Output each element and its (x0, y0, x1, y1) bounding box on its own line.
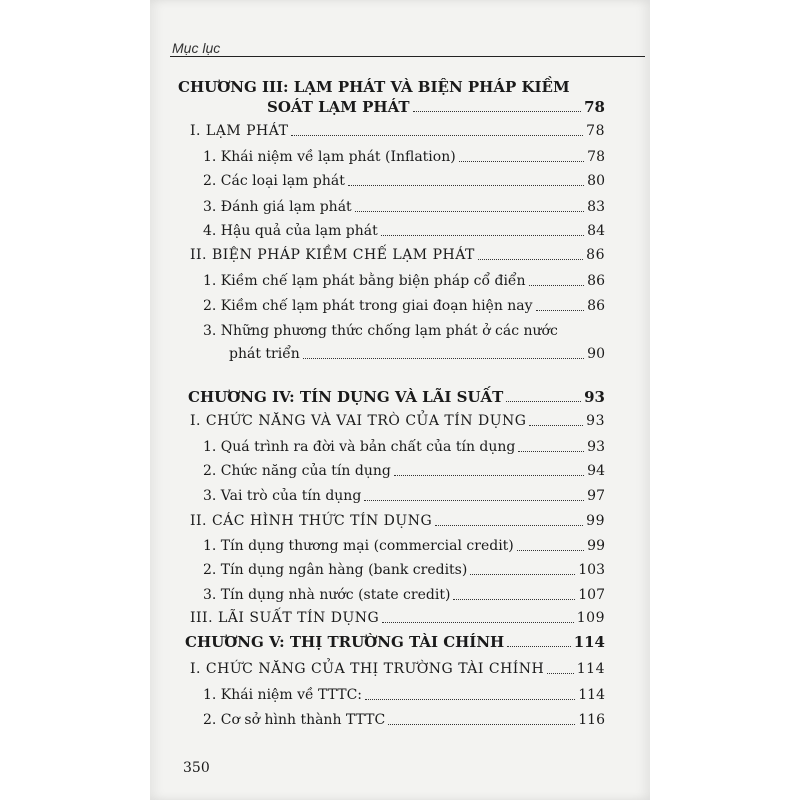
toc-entry-subsection (203, 438, 605, 456)
toc-entry-title-line1: 3. Những phương thức chống lạm phát ở các nước (203, 323, 558, 339)
leader-dots (517, 550, 584, 551)
toc-entry-title: SOÁT LẠM PHÁT (267, 98, 410, 116)
toc-page-number: 99 (586, 513, 605, 529)
toc-entry-title: 1. Kiềm chế lạm phát bằng biện pháp cổ điển (203, 273, 526, 289)
leader-dots (518, 451, 584, 452)
toc-entry-title: 2. Cơ sở hình thành TTTC (203, 712, 386, 728)
toc-entry-subsection (203, 222, 605, 240)
leader-dots (547, 673, 573, 674)
toc-page-number: 114 (573, 633, 605, 651)
leader-dots (435, 525, 583, 526)
toc-page-number: 86 (587, 298, 605, 314)
leader-dots (348, 185, 584, 186)
toc-entry-section (190, 609, 605, 627)
toc-entry-subsection (203, 198, 605, 216)
toc-entry-section (190, 412, 605, 430)
toc-page-number: 78 (586, 123, 605, 139)
toc-page-number: 94 (587, 463, 605, 479)
leader-dots (507, 646, 570, 647)
toc-entry-section (190, 512, 605, 530)
leader-dots (529, 285, 585, 286)
leader-dots (382, 622, 574, 623)
leader-dots (413, 111, 582, 112)
toc-entry-subsection (203, 172, 605, 190)
toc-entry-subsection (203, 462, 605, 480)
toc-entry-title: 4. Hậu quả của lạm phát (203, 223, 378, 239)
toc-entry-title: 1. Tín dụng thương mại (commercial credit) (203, 538, 514, 554)
toc-page-number: 93 (587, 439, 605, 455)
toc-entry-title: CHƯƠNG IV: TÍN DỤNG VÀ LÃI SUẤT (188, 388, 504, 406)
toc-page-number: 114 (578, 687, 605, 703)
header-rule (170, 56, 645, 57)
leader-dots (536, 310, 585, 311)
toc-page-number: 84 (587, 223, 605, 239)
chapter-3-title-line1: CHƯƠNG III: LẠM PHÁT VÀ BIỆN PHÁP KIỀM (178, 78, 570, 96)
toc-page-number: 78 (584, 98, 605, 116)
running-header: Mục lục (172, 40, 221, 56)
toc-page-number: 93 (584, 388, 605, 406)
toc-entry-subsection (203, 561, 605, 579)
leader-dots (381, 235, 584, 236)
toc-entry-subsection (203, 272, 605, 290)
toc-entry-title: 2. Các loại lạm phát (203, 173, 345, 189)
toc-page-number: 86 (587, 273, 605, 289)
leader-dots (355, 211, 584, 212)
leader-dots (453, 599, 575, 600)
page-number: 350 (183, 760, 210, 776)
toc-entry-subsection (203, 537, 605, 555)
toc-page-number: 103 (578, 562, 605, 578)
toc-entry-title: I. CHỨC NĂNG VÀ VAI TRÒ CỦA TÍN DỤNG (190, 413, 527, 429)
toc-page-number: 80 (587, 173, 605, 189)
toc-entry-chapter-3 (267, 98, 605, 116)
toc-entry-subsection (203, 711, 605, 729)
leader-dots (394, 475, 584, 476)
toc-entry-chapter-5 (185, 633, 605, 651)
book-page (150, 0, 650, 800)
toc-page-number: 99 (587, 538, 605, 554)
toc-entry-title: CHƯƠNG V: THỊ TRƯỜNG TÀI CHÍNH (185, 633, 505, 651)
toc-entry-subsection (203, 586, 605, 604)
toc-page-number: 116 (578, 712, 605, 728)
toc-entry-section (190, 122, 605, 140)
leader-dots (459, 161, 584, 162)
toc-entry-title: 2. Tín dụng ngân hàng (bank credits) (203, 562, 468, 578)
toc-page-number: 90 (587, 346, 605, 362)
toc-entry-chapter-4 (188, 388, 605, 406)
leader-dots (303, 358, 584, 359)
toc-entry-title: 1. Quá trình ra đời và bản chất của tín dụng (203, 439, 516, 455)
toc-entry-title: phát triển (229, 346, 300, 362)
toc-page-number: 97 (587, 488, 605, 504)
toc-entry-title: 3. Vai trò của tín dụng (203, 488, 362, 504)
leader-dots (478, 259, 583, 260)
toc-entry-subsection (229, 345, 605, 363)
toc-entry-title: 2. Chức năng của tín dụng (203, 463, 391, 479)
toc-entry-title: III. LÃI SUẤT TÍN DỤNG (190, 610, 380, 626)
toc-entry-title: 3. Đánh giá lạm phát (203, 199, 352, 215)
toc-entry-title: 1. Khái niệm về lạm phát (Inflation) (203, 149, 456, 165)
leader-dots (388, 724, 575, 725)
toc-page-number: 109 (576, 610, 605, 626)
toc-entry-subsection (203, 148, 605, 166)
toc-page-number: 83 (587, 199, 605, 215)
toc-entry-title: 1. Khái niệm về TTTC: (203, 687, 362, 703)
toc-entry-subsection (203, 487, 605, 505)
toc-entry-title: I. CHỨC NĂNG CỦA THỊ TRƯỜNG TÀI CHÍNH (190, 661, 545, 677)
toc-entry-subsection (203, 297, 605, 315)
toc-page-number: 114 (576, 661, 605, 677)
leader-dots (365, 699, 575, 700)
toc-page-number: 107 (578, 587, 605, 603)
toc-entry-section (190, 660, 605, 678)
leader-dots (470, 574, 575, 575)
toc-page-number: 78 (587, 149, 605, 165)
toc-entry-title: 2. Kiềm chế lạm phát trong giai đoạn hiện nay (203, 298, 533, 314)
toc-page-number: 93 (586, 413, 605, 429)
leader-dots (506, 401, 581, 402)
toc-entry-title: 3. Tín dụng nhà nước (state credit) (203, 587, 451, 603)
leader-dots (364, 500, 584, 501)
toc-entry-title: I. LẠM PHÁT (190, 123, 289, 139)
leader-dots (529, 425, 583, 426)
leader-dots (291, 135, 583, 136)
toc-entry-title: II. CÁC HÌNH THỨC TÍN DỤNG (190, 513, 433, 529)
toc-entry-title: II. BIỆN PHÁP KIỀM CHẾ LẠM PHÁT (190, 247, 475, 263)
toc-entry-subsection (203, 686, 605, 704)
toc-entry-section (190, 246, 605, 264)
toc-page-number: 86 (586, 247, 605, 263)
